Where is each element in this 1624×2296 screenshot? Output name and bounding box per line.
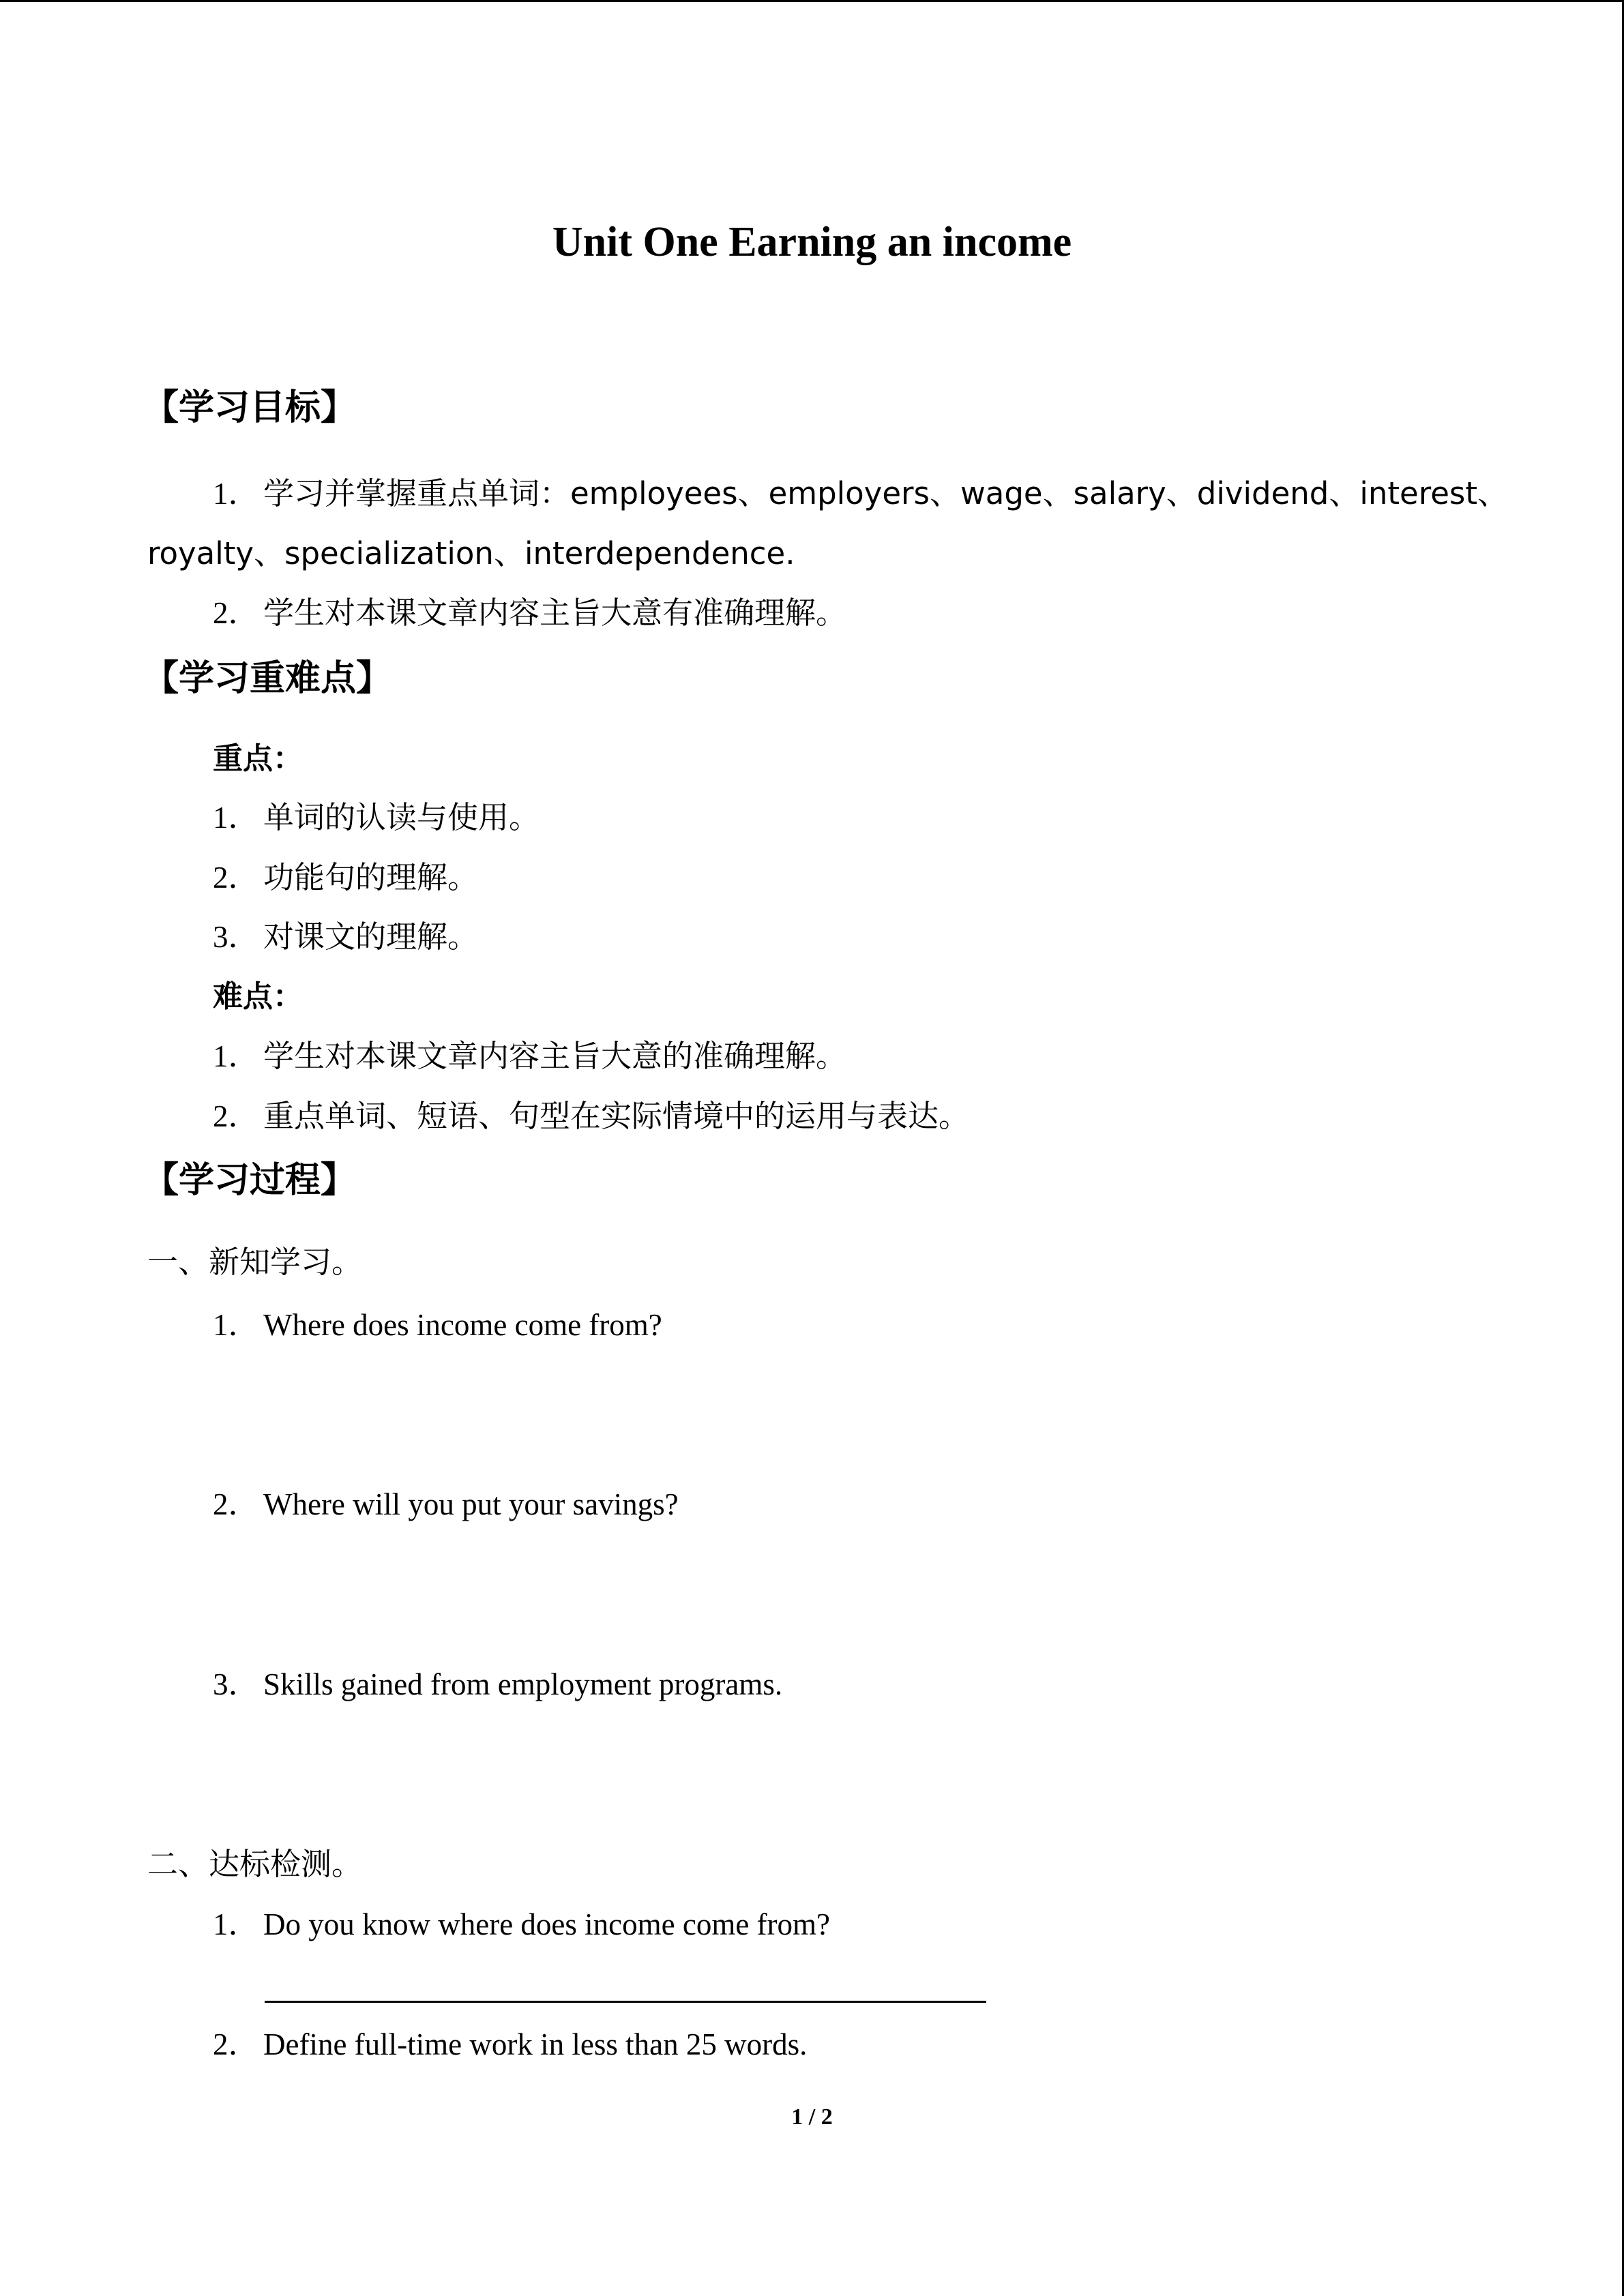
key-point-number: 2． (213, 861, 259, 895)
part1-question-text: Skills gained from employment programs. (263, 1667, 783, 1701)
key-point-item (213, 797, 540, 838)
part2-question-number: 2． (213, 2027, 259, 2061)
key-point-text: 功能句的理解。 (263, 859, 479, 895)
heading-objectives: 【学习目标】 (143, 387, 357, 428)
part2-question-number: 1． (213, 1907, 259, 1941)
objective-item-1-text-line1: 学习并掌握重点单词：employees、employers、wage、salary、dividend、interest、 (263, 475, 1508, 511)
difficult-point-number: 2． (213, 1099, 259, 1133)
part2-question-text: Do you know where does income come from? (263, 1907, 831, 1941)
part1-question (213, 1304, 662, 1345)
heading-key-difficult: 【学习重难点】 (143, 658, 392, 699)
part2-question (213, 1904, 830, 1945)
objective-item-2 (213, 593, 846, 633)
key-point-item (213, 916, 478, 957)
part1-question-text: Where will you put your savings? (263, 1487, 679, 1521)
part2-question-text: Define full-time work in less than 25 words. (263, 2027, 808, 2061)
part1-label: 一、新知学习。 (147, 1244, 363, 1280)
difficult-point-item (213, 1096, 969, 1137)
objective-item-1-number: 1． (213, 477, 259, 511)
difficult-point-item (213, 1036, 846, 1077)
key-point-number: 3． (213, 920, 259, 954)
part1-question-number: 3． (213, 1667, 259, 1701)
part2-question (213, 2024, 807, 2065)
objective-item-1-continuation: royalty、specialization、interdependence. (147, 535, 795, 571)
objective-item-2-text: 学生对本课文章内容主旨大意有准确理解。 (263, 595, 847, 631)
part2-label: 二、达标检测。 (147, 1846, 363, 1882)
difficult-point-text: 学生对本课文章内容主旨大意的准确理解。 (263, 1038, 847, 1074)
key-points-label: 重点： (213, 741, 303, 776)
key-point-item (213, 857, 478, 898)
objective-item-1 (213, 473, 1508, 514)
key-point-text: 单词的认读与使用。 (263, 799, 540, 835)
key-point-text: 对课文的理解。 (263, 919, 479, 955)
difficult-point-number: 1． (213, 1039, 259, 1073)
objective-item-2-number: 2． (213, 596, 259, 630)
page-title: Unit One Earning an income (552, 219, 1072, 265)
part1-question (213, 1664, 782, 1705)
part1-question-number: 2． (213, 1487, 259, 1521)
part1-question-number: 1． (213, 1308, 259, 1342)
part1-question (213, 1484, 679, 1525)
heading-process: 【学习过程】 (143, 1160, 357, 1201)
difficult-points-label: 难点： (213, 979, 303, 1014)
difficult-point-text: 重点单词、短语、句型在实际情境中的运用与表达。 (263, 1098, 970, 1134)
key-point-number: 1． (213, 801, 259, 835)
page-number: 1 / 2 (791, 2104, 833, 2130)
answer-blank-line[interactable] (265, 2001, 986, 2003)
part1-question-text: Where does income come from? (263, 1308, 662, 1342)
